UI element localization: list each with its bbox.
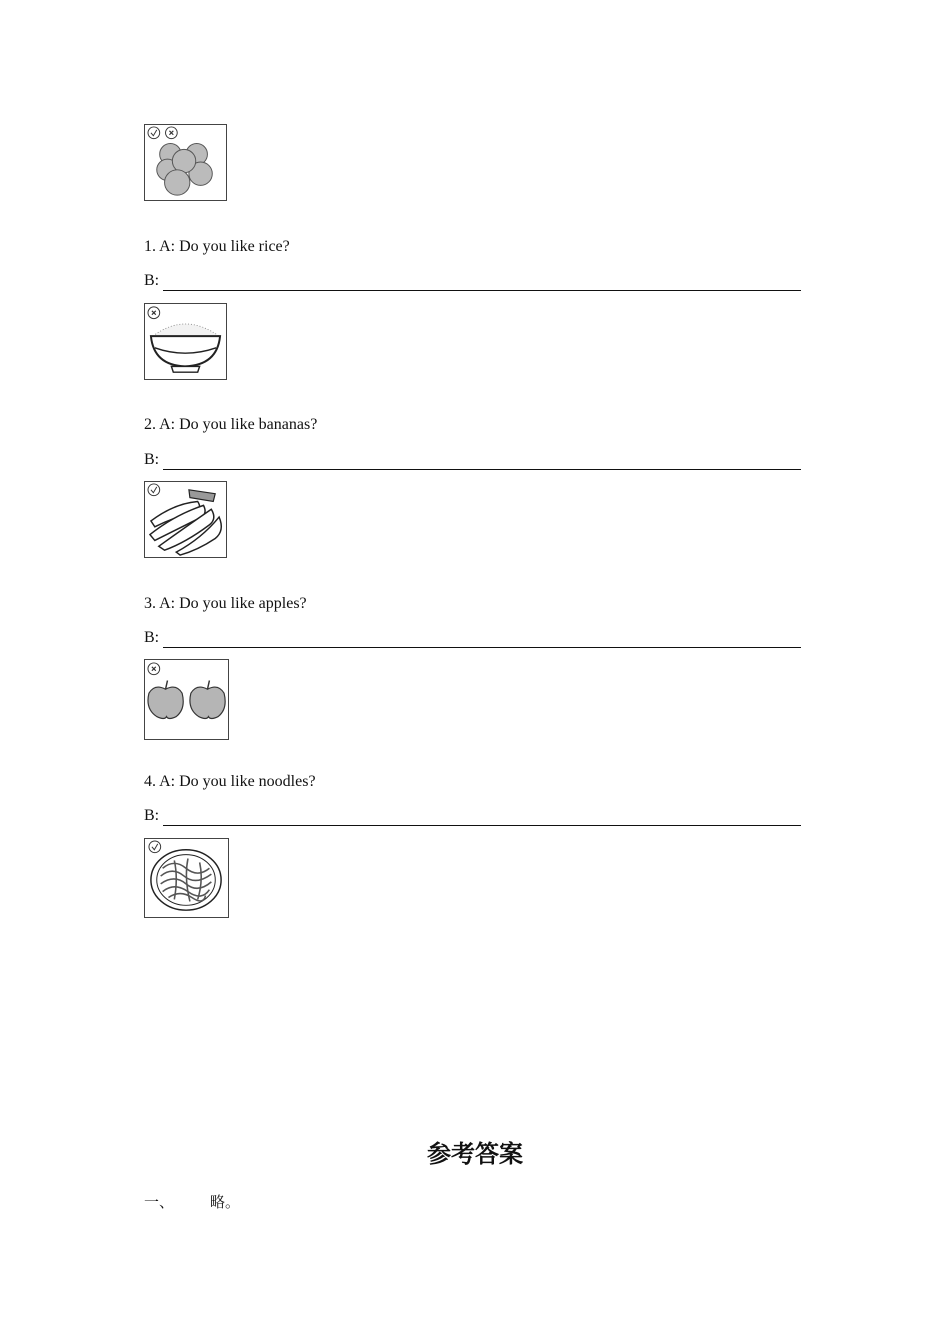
answer-label-2: B:	[144, 451, 160, 468]
bananas-icon	[145, 482, 226, 557]
rice-picture	[144, 303, 227, 380]
answer-line-1[interactable]	[144, 271, 801, 291]
oranges-picture	[144, 124, 227, 201]
answer-label-4: B:	[144, 807, 160, 824]
answer-key-title: 参考答案	[427, 1140, 523, 1168]
answer-key-entry	[144, 1191, 240, 1212]
answer-label-3: B:	[144, 629, 160, 646]
answer-label-1: B:	[144, 272, 160, 289]
question-3-prompt: 3. A: Do you like apples?	[144, 595, 307, 612]
question-1-prompt: 1. A: Do you like rice?	[144, 238, 290, 255]
oranges-icon	[145, 125, 226, 200]
question-2-prompt: 2. A: Do you like bananas?	[144, 416, 318, 433]
bananas-picture	[144, 481, 227, 558]
answer-line-4[interactable]	[144, 806, 801, 826]
answer-key-section: 一、	[144, 1193, 175, 1211]
apples-picture	[144, 659, 229, 740]
rice-bowl-icon	[145, 304, 226, 379]
answer-line-2[interactable]	[144, 450, 801, 470]
noodles-picture	[144, 838, 229, 918]
question-4-prompt: 4. A: Do you like noodles?	[144, 773, 316, 790]
answer-key-text: 略。	[210, 1193, 241, 1211]
answer-line-3[interactable]	[144, 628, 801, 648]
noodles-icon	[145, 839, 228, 917]
apples-icon	[145, 660, 228, 739]
